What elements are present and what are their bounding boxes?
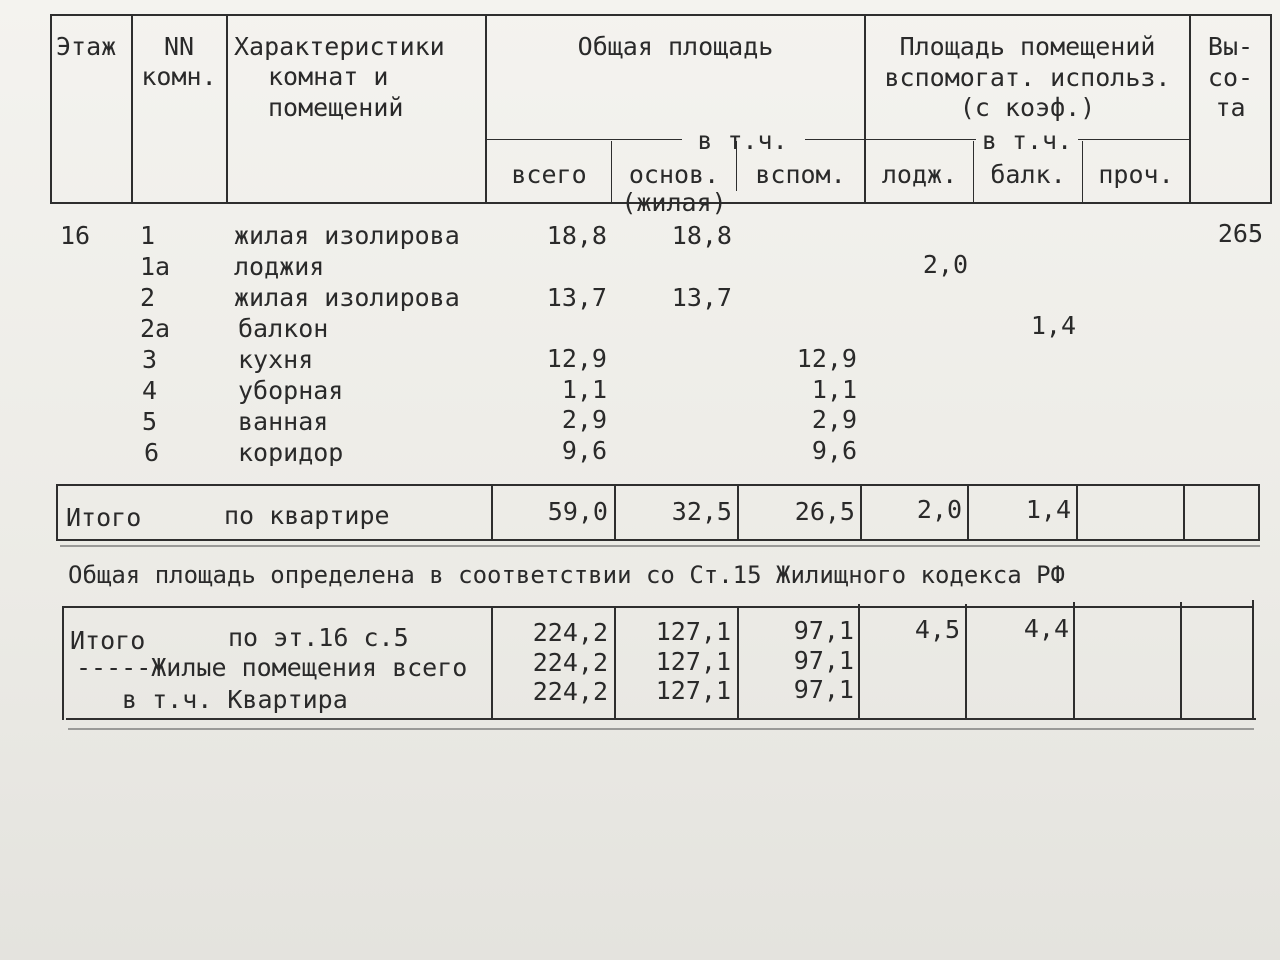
row-no: 2: [140, 283, 156, 312]
floor-apartment-label: в т.ч. Квартира: [122, 685, 348, 714]
header-aux-area: (с коэф.): [959, 93, 1096, 122]
row-main: 13,7: [671, 283, 732, 312]
floor-main: 127,1: [655, 647, 731, 676]
floor-box-left: [62, 606, 64, 720]
row-name: коридор: [238, 438, 344, 467]
total-aux: 26,5: [794, 497, 855, 526]
total-box-left: [56, 484, 58, 541]
header-other: проч.: [1098, 160, 1174, 189]
row-aux: 2,9: [811, 405, 857, 434]
header-total: всего: [511, 160, 587, 189]
total-box-top: [56, 484, 1260, 486]
row-loggia: 2,0: [922, 250, 968, 279]
header-aux-area: Площадь помещений: [899, 32, 1156, 61]
header-aux: вспом.: [755, 160, 846, 189]
header-left-border: [50, 14, 52, 204]
header-divider: [226, 14, 228, 204]
floor-total-label: по эт.16 с.5: [228, 623, 409, 652]
row-total: 1,1: [561, 375, 607, 404]
row-aux: 12,9: [796, 344, 857, 373]
total-loggia: 2,0: [916, 495, 962, 524]
header-height: со-: [1207, 63, 1254, 92]
row-total: 2,9: [561, 405, 607, 434]
floor-box-divider: [1073, 602, 1075, 720]
floor-box-top: [62, 606, 1254, 608]
total-box-bottom-shadow: [60, 545, 1260, 547]
total-main: 32,5: [671, 497, 732, 526]
floor-aux: 97,1: [793, 616, 854, 645]
row-no: 5: [142, 407, 158, 436]
header-room-no: комн.: [141, 62, 217, 91]
header-room-no: NN: [163, 32, 195, 61]
row-no: 1: [140, 221, 156, 250]
floor-aux: 97,1: [793, 646, 854, 675]
total-box-bottom: [56, 539, 1260, 541]
row-balcony: 1,4: [1030, 311, 1076, 340]
row-name: ванная: [238, 407, 329, 436]
row-aux: 1,1: [811, 375, 857, 404]
row-no: 2а: [140, 314, 171, 343]
header-main: основ.: [628, 160, 720, 189]
total-box-divider: [1076, 484, 1078, 541]
header-characteristics: комнат и: [268, 62, 389, 91]
row-no: 4: [142, 376, 158, 405]
header-balcony: балк.: [990, 160, 1066, 189]
row-aux: 9,6: [811, 436, 857, 465]
floor-balcony: 4,4: [1023, 614, 1069, 643]
floor-main: 127,1: [655, 676, 731, 705]
floor-total: 224,2: [532, 618, 608, 647]
row-name: уборная: [238, 376, 344, 405]
header-floor: Этаж: [56, 32, 117, 61]
floor-total-label: Итого: [70, 626, 146, 655]
total-box-divider: [1183, 484, 1185, 541]
row-total: 18,8: [546, 221, 607, 250]
header-loggia: лодж.: [881, 160, 958, 189]
header-right-border: [1270, 14, 1272, 204]
header-characteristics: Характеристики: [234, 32, 445, 61]
header-top-border: [50, 14, 1272, 16]
floor-box-right: [1252, 600, 1254, 720]
header-living: (жилая): [621, 188, 727, 217]
row-name: балкон: [238, 314, 329, 343]
header-subrow-line: [805, 139, 865, 140]
header-subrow-line: [866, 139, 976, 140]
legal-note: Общая площадь определена в соответствии со Ст.15 Жилищного кодекса РФ: [68, 561, 1065, 589]
row-name: жилая изолирова: [234, 283, 460, 312]
row-name: кухня: [238, 345, 314, 374]
floor-box-divider: [1180, 602, 1182, 720]
header-subrow-line: [487, 139, 682, 140]
floor-total: 224,2: [532, 677, 608, 706]
row-height: 265: [1217, 219, 1263, 248]
floor-total: 224,2: [532, 648, 608, 677]
row-no: 3: [142, 345, 158, 374]
total-balcony: 1,4: [1025, 495, 1071, 524]
header-incl: в т.ч.: [697, 126, 788, 155]
total-label: по квартире: [224, 501, 390, 530]
total-total: 59,0: [547, 497, 608, 526]
floor-loggia: 4,5: [914, 615, 960, 644]
row-floor: 16: [60, 221, 91, 250]
floor-main: 127,1: [655, 617, 731, 646]
row-name: лоджия: [234, 252, 325, 281]
floor-living-label: -----Жилые помещения всего: [76, 653, 468, 682]
row-total: 12,9: [546, 344, 607, 373]
row-name: жилая изолирова: [234, 221, 460, 250]
header-aux-area: вспомогат. использ.: [884, 63, 1171, 92]
header-incl2: в т.ч.: [981, 126, 1073, 155]
header-subrow-line: [1078, 139, 1190, 140]
row-main: 18,8: [671, 221, 732, 250]
floor-aux: 97,1: [793, 675, 854, 704]
floor-box-bottom: [66, 718, 1256, 720]
header-height: Вы-: [1207, 32, 1254, 61]
row-total: 13,7: [546, 283, 607, 312]
row-no: 1а: [140, 252, 171, 281]
floor-box-bottom-shadow: [68, 728, 1254, 730]
total-box-right: [1258, 484, 1260, 541]
row-total: 9,6: [561, 436, 607, 465]
header-characteristics: помещений: [268, 93, 404, 122]
header-total-area: Общая площадь: [577, 32, 774, 61]
row-no: 6: [144, 438, 160, 467]
header-height: та: [1215, 93, 1246, 122]
total-label: Итого: [66, 503, 142, 532]
